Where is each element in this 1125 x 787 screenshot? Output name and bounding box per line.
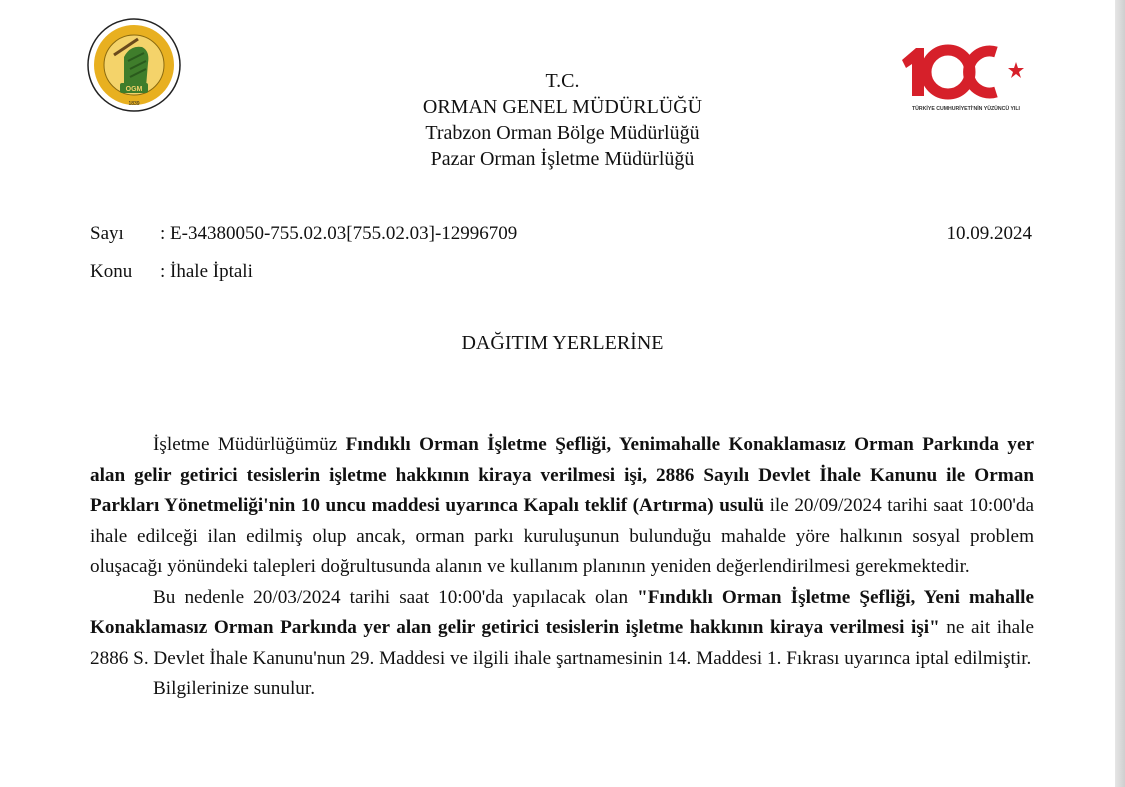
centennial-caption: TÜRKİYE CUMHURİYETİ'NİN YÜZÜNCÜ YILI	[912, 106, 1020, 112]
paragraph-2	[90, 583, 1034, 675]
p1-bold-text: Fındıklı Orman İşletme Şefliği, Yenimahalle Konaklamasız Orman Parkında yer alan gelir getirici tesislerin işletme hakkının kiraya verilmesi işi, 2886 Sayılı Devlet İhale Kanunu ile Orman Parkları Yönetmeliği'nin 10 uncu maddesi uyarınca Kapalı teklif (Artırma) usulü	[90, 434, 1034, 516]
p2-text-b: ne ait ihale 2886 S. Devlet İhale Kanunu'nun 29. Maddesi ve ilgili ihale şartnamesinin 14. Maddesi 1. Fıkrası uyarınca iptal edilmiştir.	[90, 617, 1035, 669]
p1-text-a: İşletme Müdürlüğümüz	[153, 434, 346, 455]
konu-label: Konu	[90, 261, 133, 282]
sayi-value: : E-34380050-755.02.03[755.02.03]-12996709	[160, 223, 518, 244]
header-org: ORMAN GENEL MÜDÜRLÜĞÜ	[422, 96, 703, 118]
distribution-heading: DAĞITIM YERLERİNE	[461, 332, 664, 354]
sayi-label: Sayı	[90, 223, 124, 244]
p1-text-b: ile 20/09/2024 tarihi saat 10:00'da ihale edilceği ilan edilmiş olup ancak, orman parkı kuruluşunun bulunduğu mahalde yöre halkının sosyal problem oluşacağı yönündeki talepleri doğrultusunda alanın ve kullanım planının yeniden değerlendirilmesi gerekmektedir.	[90, 495, 1035, 577]
p2-text-a: Bu nedenle 20/03/2024 tarihi saat 10:00'da yapılacak olan	[153, 586, 638, 608]
header-local: Pazar Orman İşletme Müdürlüğü	[430, 148, 695, 170]
letter-body	[90, 430, 1034, 705]
ogm-abbr: OGM	[125, 86, 143, 93]
closing-line: Bilgilerinize sunulur.	[153, 678, 316, 699]
konu-value: : İhale İptali	[160, 261, 253, 282]
ogm-year: 1839	[128, 101, 140, 107]
header-tc: T.C.	[545, 70, 580, 92]
document-date: 10.09.2024	[946, 223, 1032, 244]
header-regional: Trabzon Orman Bölge Müdürlüğü	[425, 122, 700, 144]
p2-bold-text: "Fındıklı Orman İşletme Şefliği, Yeni mahalle Konaklamasız Orman Parkında yer alan gelir getirici tesislerin işletme hakkının kiraya verilmesi işi"	[90, 586, 1035, 638]
paragraph-1	[90, 430, 1034, 583]
